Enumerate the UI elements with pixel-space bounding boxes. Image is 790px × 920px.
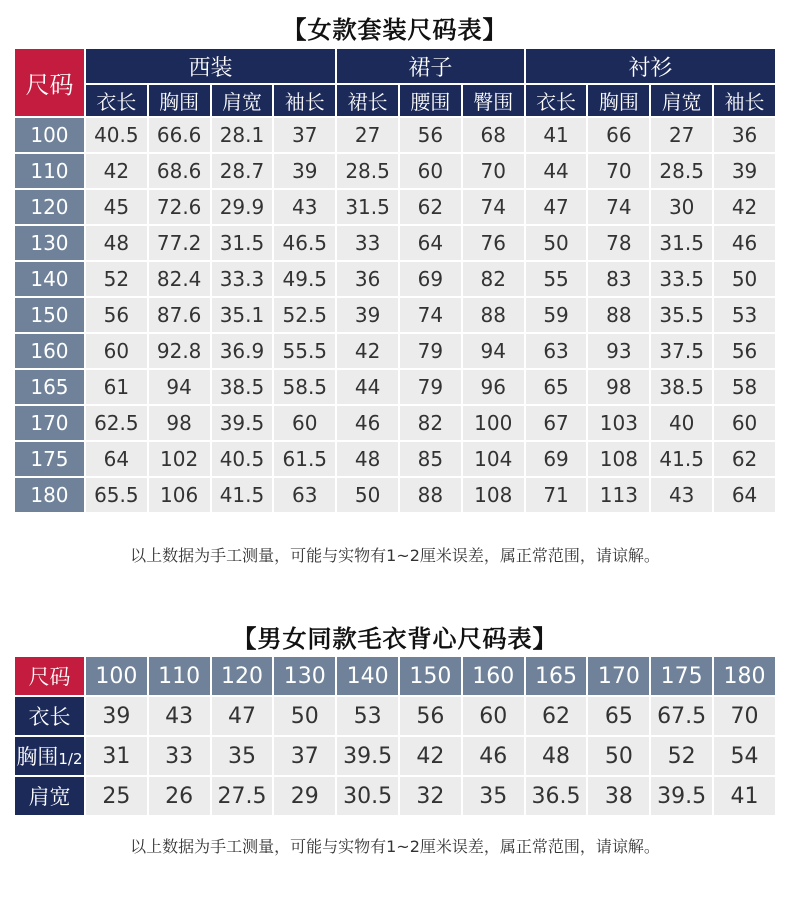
measurement-cell: 44 [337,370,398,404]
measurement-cell: 106 [149,478,210,512]
measurement-cell: 102 [149,442,210,476]
measurement-cell: 28.1 [212,118,273,152]
table-row [15,737,775,775]
measurement-cell: 113 [588,478,649,512]
measurement-cell: 83 [588,262,649,296]
measurement-cell: 36 [337,262,398,296]
measurement-cell: 37.5 [651,334,712,368]
measurement-cell: 53 [337,697,398,735]
measurement-cell: 60 [714,406,775,440]
measurement-cell: 50 [588,737,649,775]
measurement-cell: 58.5 [274,370,335,404]
measurement-cell: 52 [86,262,147,296]
measurement-cell: 82.4 [149,262,210,296]
measurement-cell: 37 [274,118,335,152]
measurement-cell: 74 [400,298,461,332]
measurement-cell: 48 [86,226,147,260]
size-column-header: 100 [86,657,147,695]
size-header-corner: 尺码 [15,49,84,116]
measurement-cell: 56 [714,334,775,368]
measurement-cell: 48 [526,737,587,775]
measurement-cell: 41 [526,118,587,152]
measurement-cell: 42 [714,190,775,224]
measurement-cell: 98 [149,406,210,440]
measurement-cell: 40.5 [212,442,273,476]
measurement-label-text: 胸围 [16,745,59,769]
measurement-cell: 65 [588,697,649,735]
size-header-corner: 尺码 [15,657,84,695]
column-header: 裙长 [337,85,398,116]
measurement-cell: 60 [463,697,524,735]
measurement-cell: 35.1 [212,298,273,332]
measurement-cell: 39.5 [651,777,712,815]
group-header-skirt: 裙子 [337,49,523,83]
measurement-cell: 41.5 [651,442,712,476]
measurement-cell: 100 [463,406,524,440]
measurement-cell: 50 [274,697,335,735]
measurement-cell: 35 [463,777,524,815]
measurement-cell: 63 [526,334,587,368]
table-row [15,118,775,152]
measurement-cell: 70 [588,154,649,188]
size-label: 110 [15,154,84,188]
measurement-cell: 40.5 [86,118,147,152]
measurement-cell: 85 [400,442,461,476]
measurement-cell: 39 [714,154,775,188]
measurement-cell: 30.5 [337,777,398,815]
size-label: 165 [15,370,84,404]
measurement-cell: 33.3 [212,262,273,296]
measurement-cell: 47 [526,190,587,224]
measurement-label [15,697,84,735]
measurement-cell: 27 [651,118,712,152]
size-column-header: 150 [400,657,461,695]
group-header-suit: 西装 [86,49,335,83]
measurement-cell: 88 [400,478,461,512]
size-column-header: 180 [714,657,775,695]
measurement-cell: 74 [588,190,649,224]
table-row [15,777,775,815]
measurement-cell: 61.5 [274,442,335,476]
measurement-cell: 94 [149,370,210,404]
size-label: 100 [15,118,84,152]
size-label: 160 [15,334,84,368]
measurement-cell: 62 [714,442,775,476]
measurement-cell: 28.5 [651,154,712,188]
measurement-cell: 67.5 [651,697,712,735]
table-row [15,262,775,296]
measurement-cell: 92.8 [149,334,210,368]
measurement-cell: 54 [714,737,775,775]
table-row [15,154,775,188]
measurement-cell: 94 [463,334,524,368]
women-suit-size-table [13,47,777,514]
measurement-cell: 104 [463,442,524,476]
measurement-cell: 41.5 [212,478,273,512]
measurement-cell: 96 [463,370,524,404]
measurement-cell: 55.5 [274,334,335,368]
size-column-header: 160 [463,657,524,695]
column-header: 衣长 [526,85,587,116]
measurement-cell: 79 [400,370,461,404]
measurement-cell: 38.5 [651,370,712,404]
measurement-cell: 26 [149,777,210,815]
measurement-cell: 70 [463,154,524,188]
table2-title: 【男女同款毛衣背心尺码表】 [232,625,558,653]
measurement-cell: 82 [400,406,461,440]
measurement-cell: 27.5 [212,777,273,815]
measurement-cell: 33 [337,226,398,260]
measurement-cell: 50 [714,262,775,296]
measurement-cell: 43 [274,190,335,224]
measurement-cell: 68 [463,118,524,152]
measurement-cell: 45 [86,190,147,224]
measurement-cell: 32 [400,777,461,815]
measurement-cell: 62 [526,697,587,735]
measurement-cell: 31.5 [212,226,273,260]
measurement-cell: 29.9 [212,190,273,224]
sweater-vest-size-table [13,655,777,817]
measurement-cell: 29 [274,777,335,815]
size-label: 150 [15,298,84,332]
measurement-cell: 58 [714,370,775,404]
measurement-cell: 87.6 [149,298,210,332]
measurement-cell: 64 [86,442,147,476]
table2-note: 以上数据为手工测量，可能与实物有1~2厘米误差，属正常范围，请谅解。 [130,837,660,856]
size-column-header: 130 [274,657,335,695]
measurement-cell: 31 [86,737,147,775]
measurement-cell: 43 [149,697,210,735]
measurement-cell: 36.5 [526,777,587,815]
measurement-cell: 62 [400,190,461,224]
table-row [15,370,775,404]
size-column-header: 175 [651,657,712,695]
size-column-header: 165 [526,657,587,695]
column-header: 肩宽 [651,85,712,116]
measurement-cell: 40 [651,406,712,440]
table-row [15,697,775,735]
measurement-cell: 66.6 [149,118,210,152]
measurement-cell: 93 [588,334,649,368]
measurement-cell: 52 [651,737,712,775]
measurement-cell: 71 [526,478,587,512]
table-row [15,226,775,260]
measurement-label-suffix: 1/2 [58,750,83,768]
measurement-cell: 56 [400,118,461,152]
measurement-cell: 42 [337,334,398,368]
size-column-header: 120 [212,657,273,695]
measurement-cell: 59 [526,298,587,332]
measurement-cell: 46 [463,737,524,775]
column-header: 腰围 [400,85,461,116]
measurement-cell: 52.5 [274,298,335,332]
measurement-label-text: 衣长 [28,705,71,729]
size-label: 180 [15,478,84,512]
table-row [15,298,775,332]
measurement-cell: 33 [149,737,210,775]
measurement-cell: 76 [463,226,524,260]
measurement-cell: 39 [274,154,335,188]
measurement-cell: 48 [337,442,398,476]
measurement-cell: 42 [86,154,147,188]
measurement-cell: 62.5 [86,406,147,440]
size-label: 170 [15,406,84,440]
measurement-cell: 36 [714,118,775,152]
column-header: 肩宽 [212,85,273,116]
measurement-cell: 44 [526,154,587,188]
measurement-cell: 69 [526,442,587,476]
measurement-cell: 49.5 [274,262,335,296]
measurement-label [15,737,84,775]
measurement-cell: 33.5 [651,262,712,296]
measurement-cell: 78 [588,226,649,260]
measurement-cell: 50 [337,478,398,512]
measurement-cell: 61 [86,370,147,404]
group-header-shirt: 衬衫 [526,49,775,83]
measurement-cell: 63 [274,478,335,512]
measurement-cell: 72.6 [149,190,210,224]
measurement-cell: 39 [86,697,147,735]
measurement-cell: 77.2 [149,226,210,260]
table-row [15,406,775,440]
measurement-cell: 35 [212,737,273,775]
measurement-cell: 69 [400,262,461,296]
measurement-cell: 88 [588,298,649,332]
measurement-cell: 37 [274,737,335,775]
measurement-cell: 88 [463,298,524,332]
column-header: 胸围 [588,85,649,116]
size-column-header: 110 [149,657,210,695]
measurement-cell: 36.9 [212,334,273,368]
measurement-cell: 31.5 [337,190,398,224]
measurement-cell: 41 [714,777,775,815]
measurement-cell: 38 [588,777,649,815]
measurement-cell: 66 [588,118,649,152]
measurement-label-text: 肩宽 [28,785,71,809]
measurement-cell: 50 [526,226,587,260]
measurement-cell: 31.5 [651,226,712,260]
table1-title: 【女款套装尺码表】 [282,16,508,44]
measurement-cell: 74 [463,190,524,224]
size-label: 175 [15,442,84,476]
size-label: 140 [15,262,84,296]
measurement-cell: 27 [337,118,398,152]
measurement-cell: 39.5 [212,406,273,440]
measurement-label [15,777,84,815]
column-header: 臀围 [463,85,524,116]
measurement-cell: 46.5 [274,226,335,260]
table-row [15,478,775,512]
measurement-cell: 35.5 [651,298,712,332]
measurement-cell: 56 [86,298,147,332]
measurement-cell: 39 [337,298,398,332]
measurement-cell: 60 [400,154,461,188]
measurement-cell: 82 [463,262,524,296]
size-label: 130 [15,226,84,260]
table-row [15,190,775,224]
column-header: 衣长 [86,85,147,116]
measurement-cell: 64 [400,226,461,260]
measurement-cell: 108 [588,442,649,476]
measurement-cell: 103 [588,406,649,440]
size-column-header: 170 [588,657,649,695]
column-header: 胸围 [149,85,210,116]
measurement-cell: 53 [714,298,775,332]
measurement-cell: 46 [714,226,775,260]
measurement-cell: 67 [526,406,587,440]
measurement-cell: 43 [651,478,712,512]
measurement-cell: 47 [212,697,273,735]
measurement-cell: 65 [526,370,587,404]
measurement-cell: 30 [651,190,712,224]
table-row [15,334,775,368]
table1-note: 以上数据为手工测量，可能与实物有1~2厘米误差，属正常范围，请谅解。 [130,546,660,565]
measurement-cell: 108 [463,478,524,512]
measurement-cell: 70 [714,697,775,735]
measurement-cell: 46 [337,406,398,440]
measurement-cell: 42 [400,737,461,775]
measurement-cell: 79 [400,334,461,368]
column-header: 袖长 [274,85,335,116]
size-label: 120 [15,190,84,224]
size-column-header: 140 [337,657,398,695]
measurement-cell: 56 [400,697,461,735]
measurement-cell: 55 [526,262,587,296]
measurement-cell: 98 [588,370,649,404]
measurement-cell: 39.5 [337,737,398,775]
measurement-cell: 68.6 [149,154,210,188]
measurement-cell: 28.5 [337,154,398,188]
measurement-cell: 25 [86,777,147,815]
measurement-cell: 60 [86,334,147,368]
measurement-cell: 38.5 [212,370,273,404]
measurement-cell: 60 [274,406,335,440]
table-row [15,442,775,476]
column-header: 袖长 [714,85,775,116]
measurement-cell: 65.5 [86,478,147,512]
measurement-cell: 28.7 [212,154,273,188]
measurement-cell: 64 [714,478,775,512]
